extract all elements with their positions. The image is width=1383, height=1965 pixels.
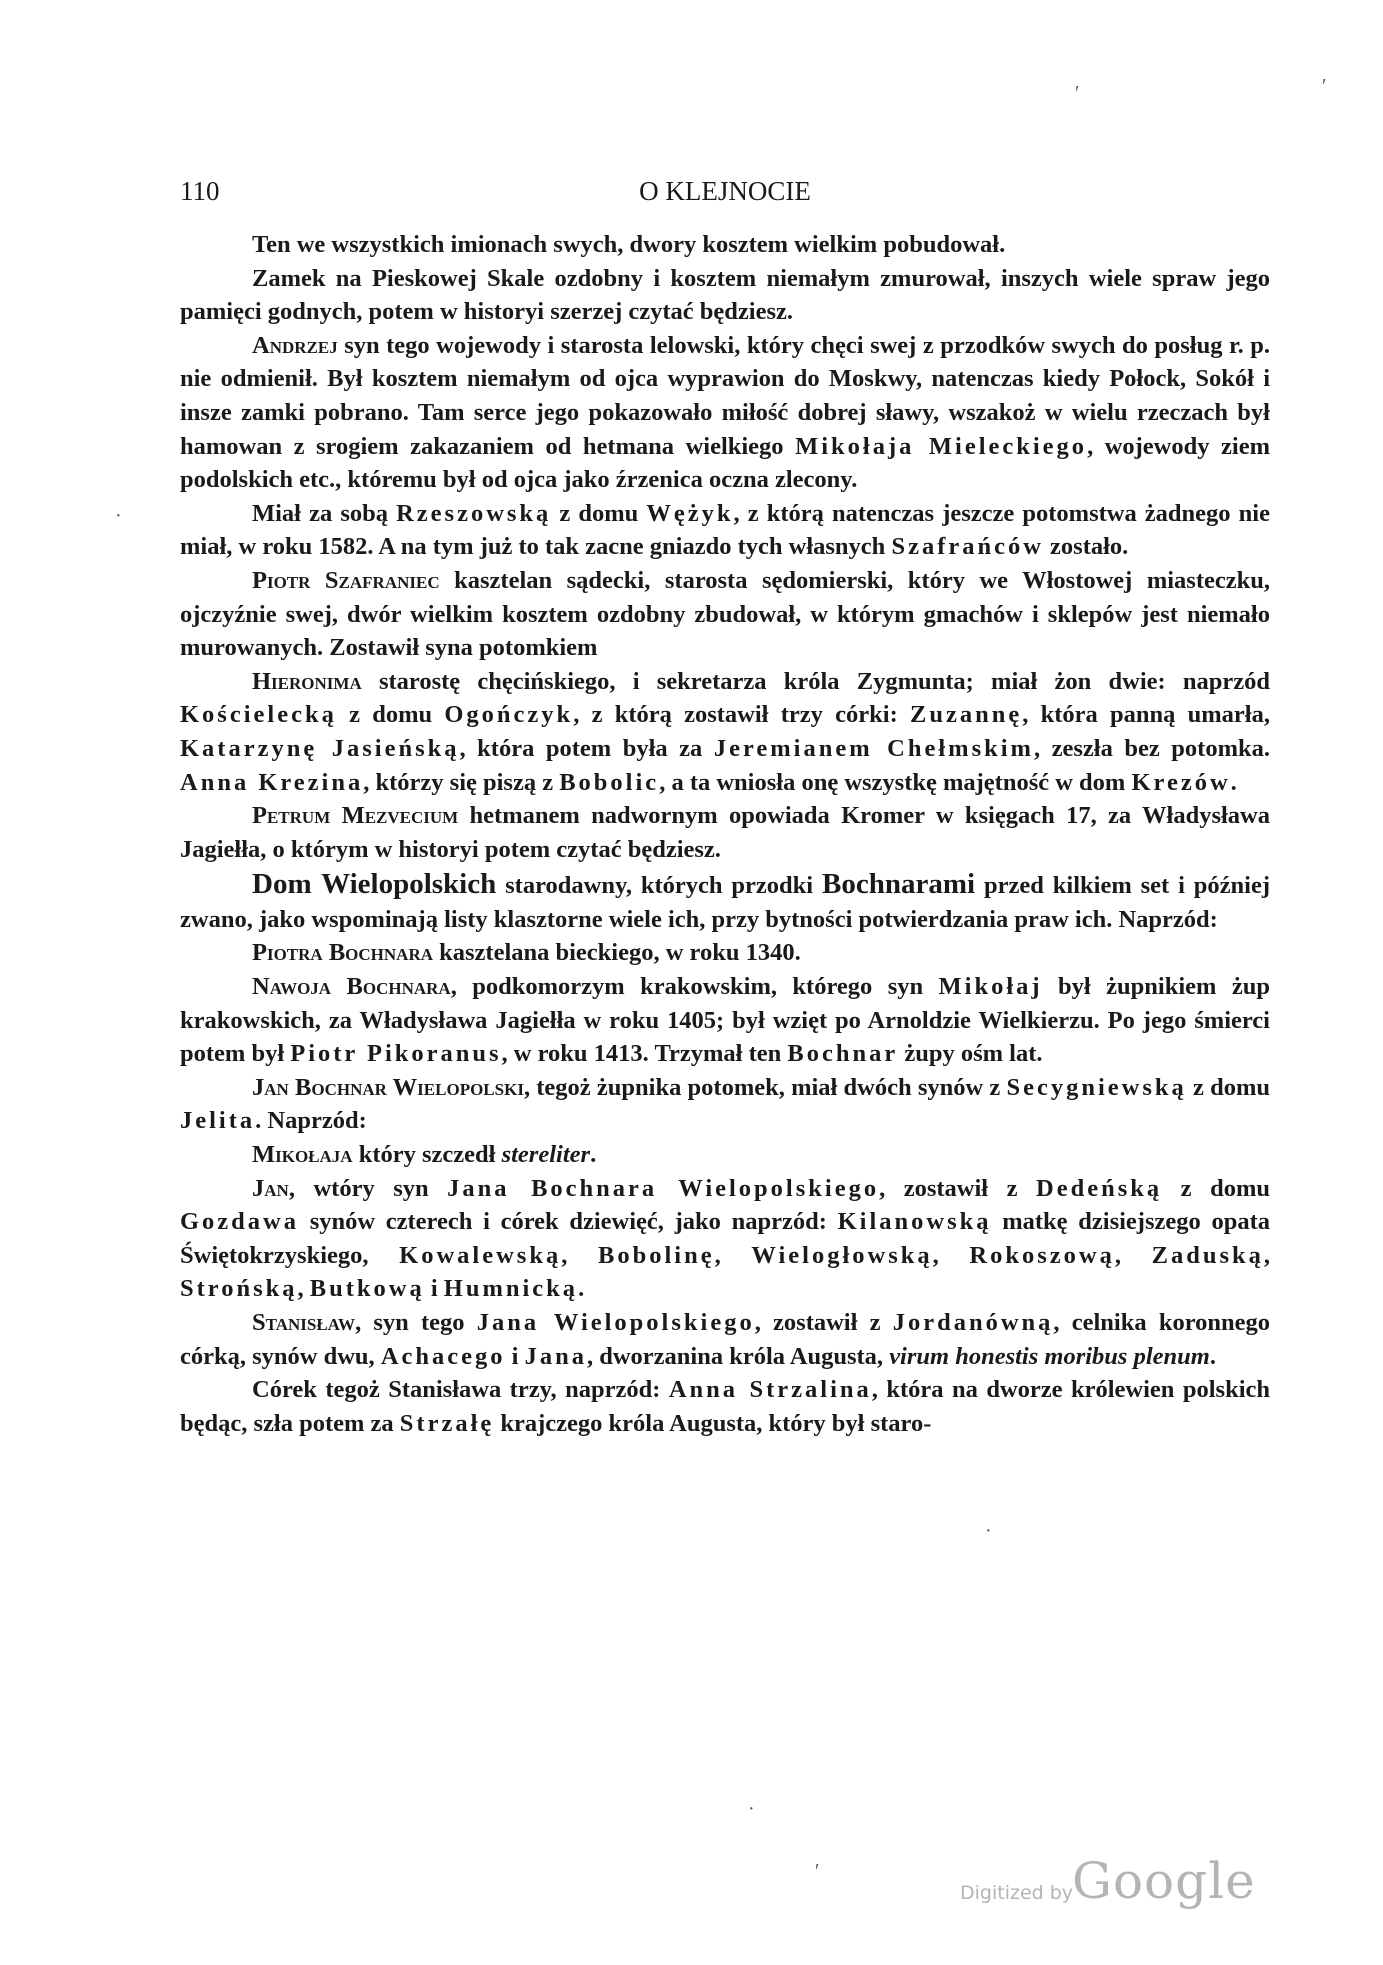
person-name: Piotra Bochnara	[252, 939, 433, 967]
spaced-name: Strońską	[180, 1275, 298, 1303]
paragraph: Jan Bochnar Wielopolski, tegoż żupnika potomek, miał dwóch synów z Secygniewską z domu Jelita. Naprzód:	[180, 1073, 1270, 1135]
spaced-name: Jelita	[180, 1107, 256, 1135]
spaced-name: Jana	[524, 1342, 587, 1370]
running-title: O KLEJNOCIE	[639, 176, 811, 206]
spaced-name: Jeremianem Chełmskim	[713, 734, 1034, 762]
person-name: Andrzej	[252, 331, 338, 359]
paragraph: Zamek na Pieskowej Skale ozdobny i kosztem niemałym zmurował, inszych wiele spraw jego pamięci godnych, potem w historyi szerzej czytać będziesz.	[180, 264, 1270, 326]
spaced-name: Wielogłowską	[751, 1241, 933, 1269]
person-name: Jan Bochnar Wielopolski	[252, 1073, 524, 1101]
spaced-name: Mikołaja Mieleckiego	[795, 432, 1088, 460]
spaced-name: Bobolinę	[598, 1241, 715, 1269]
paragraph: Andrzej syn tego wojewody i starosta lelowski, który chęci swej z przodków swych do posług r. p. nie odmienił. Był kosztem niemałym od ojca wyprawion do Moskwy, natenczas kiedy Połock, Sokół i insze zamki pobrano. Tam serce jego pokazowało miłość dobrej sławy, wszakoż w wielu rzeczach był hamowan z srogiem zakazaniem od hetmana wielkiego Mikołaja Mieleckiego, wojewody ziem podolskich etc., któremu był od ojca jako źrzenica oczna zlecony.	[180, 331, 1270, 494]
spaced-name: Strzałę	[399, 1409, 495, 1437]
digitized-by-label: Digitized by	[960, 1882, 1074, 1904]
person-name: Petrum Mezvecium	[252, 802, 459, 830]
spaced-name: Achacego	[380, 1342, 506, 1370]
paragraph: Nawoja Bochnara, podkomorzym krakowskim, którego syn Mikołaj był żupnikiem żup krakowskich, za Władysława Jagiełła w roku 1405; był wzięt po Arnoldzie Wielkierzu. Po jego śmierci potem był Piotr Pikoranus, w roku 1413. Trzymał ten Bochnar żupy ośm lat.	[180, 973, 1270, 1068]
paragraph: Ten we wszystkich imionach swych, dwory kosztem wielkim pobudował.	[252, 231, 1006, 258]
person-name: Jan	[252, 1174, 289, 1202]
scan-speck: ·	[115, 505, 122, 527]
spaced-name: Krezów	[1131, 768, 1231, 796]
running-header	[180, 176, 1270, 212]
spaced-name: Dedeńską	[1036, 1174, 1163, 1202]
latin-phrase: virum honestis moribus plenum	[889, 1342, 1210, 1370]
spaced-name: Rokoszową	[969, 1241, 1115, 1269]
scan-speck: ′	[1075, 82, 1080, 104]
spaced-name: Ogończyk	[444, 701, 574, 729]
google-logo: Google	[1072, 1852, 1256, 1910]
section-heading: Dom Wielopolskich	[252, 868, 497, 901]
paragraph: Petrum Mezvecium hetmanem nadwornym opowiada Kromer w księgach 17, za Władysława Jagiełła, o którym w historyi potem czytać będziesz.	[180, 802, 1270, 863]
spaced-name: Zuzannę	[910, 701, 1023, 729]
person-name: Piotr Szafraniec	[252, 566, 440, 594]
paragraph: Stanisław, syn tego Jana Wielopolskiego, zostawił z Jordanówną, celnika koronnego córką, synów dwu, Achacego i Jana, dworzanina króla Augusta, virum honestis moribus plenum.	[180, 1309, 1271, 1370]
person-name: Mikołaja	[252, 1141, 353, 1169]
paragraph: Miał za sobą Rzeszowską z domu Wężyk, z którą natenczas jeszcze potomstwa żadnego nie miał, w roku 1582. A na tym już to tak zacne gniazdo tych własnych Szafrańców zostało.	[180, 499, 1270, 561]
bold-name: Bochnarami	[822, 868, 976, 901]
spaced-name: Bobolic	[559, 768, 660, 796]
spaced-name: Butkową	[309, 1275, 425, 1303]
latin-phrase: stereliter	[501, 1141, 591, 1169]
spaced-name: Humnicką	[443, 1275, 579, 1303]
spaced-name: Kościelecką	[180, 701, 337, 729]
spaced-name: Szafrańców	[891, 533, 1044, 561]
paragraph: Piotr Szafraniec kasztelan sądecki, starosta sędomierski, który we Włostowej miasteczku, ojczyźnie swej, dwór wielkim kosztem ozdobny zbudował, w którym gmachów i sklepów jest niemało murowanych. Zostawił syna potomkiem	[180, 566, 1271, 662]
spaced-name: Bochnar	[787, 1040, 899, 1068]
spaced-name: Jana Bochnara Wielopolskiego	[447, 1174, 880, 1202]
scan-speck: ·	[748, 1798, 755, 1820]
paragraph: Córek tegoż Stanisława trzy, naprzód: Anna Strzalina, która na dworze królewien polskich będąc, szła potem za Strzałę krajczego króla Augusta, który był staro-	[180, 1376, 1271, 1437]
spaced-name: Jordanówną	[892, 1309, 1054, 1336]
scan-speck: ·	[985, 1520, 992, 1542]
paragraph: Piotra Bochnara kasztelana bieckiego, w roku 1340.	[252, 939, 801, 967]
spaced-name: Zaduską	[1151, 1241, 1264, 1269]
spaced-name: Jana Wielopolskiego	[476, 1309, 755, 1336]
paragraph: Mikołaja który szczedł stereliter.	[252, 1141, 597, 1169]
spaced-name: Rzeszowską	[396, 499, 552, 527]
spaced-name: Anna Krezina	[180, 768, 364, 796]
spaced-name: Wężyk	[646, 499, 734, 527]
spaced-name: Gozdawa	[180, 1208, 299, 1236]
paragraph: Hieronima starostę chęcińskiego, i sekretarza króla Zygmunta; miał żon dwie: naprzód Kościelecką z domu Ogończyk, z którą zostawił trzy córki: Zuzannę, która panną umarła, Katarzynę Jasieńską, która potem była za Jeremianem Chełmskim, zeszła bez potomka. Anna Krezina, którzy się piszą z Bobolic, a ta wniosła onę wszystkę majętność w dom Krezów.	[180, 667, 1270, 796]
spaced-name: Anna Strzalina	[668, 1376, 872, 1404]
person-name: Stanisław	[252, 1309, 356, 1336]
spaced-name: Mikołaj	[938, 973, 1043, 1001]
paragraph: Jan, wtóry syn Jana Bochnara Wielopolskiego, zostawił z Dedeńską z domu Gozdawa synów czterech i córek dziewięć, jako naprzód: Kilanowską matkę dzisiejszego opata Świętokrzyskiego, Kowalewską, Bobolinę, Wielogłowską, Rokoszową, Zaduską, Strońską, Butkową i Humnicką.	[180, 1174, 1271, 1303]
spaced-name: Katarzynę Jasieńską	[180, 734, 460, 762]
body-text	[180, 228, 1270, 1440]
paragraph: Dom Wielopolskich starodawny, których przodki Bochnarami przed kilkiem set i później zwano, jako wspominają listy klasztorne wiele ich, przy bytności potwierdzania praw ich. Naprzód:	[180, 868, 1271, 933]
spaced-name: Kilanowską	[837, 1208, 992, 1236]
spaced-name: Piotr Pikoranus	[290, 1040, 502, 1068]
scan-speck: ′	[1322, 75, 1327, 97]
person-name: Hieronima	[252, 667, 362, 695]
spaced-name: Secygniewską	[1006, 1073, 1187, 1101]
person-name: Nawoja Bochnara	[252, 973, 451, 1001]
page-number: 110	[180, 176, 220, 206]
digitization-watermark	[960, 1852, 1260, 1912]
spaced-name: Kowalewską	[399, 1241, 562, 1269]
scan-speck: ′	[815, 1860, 820, 1882]
